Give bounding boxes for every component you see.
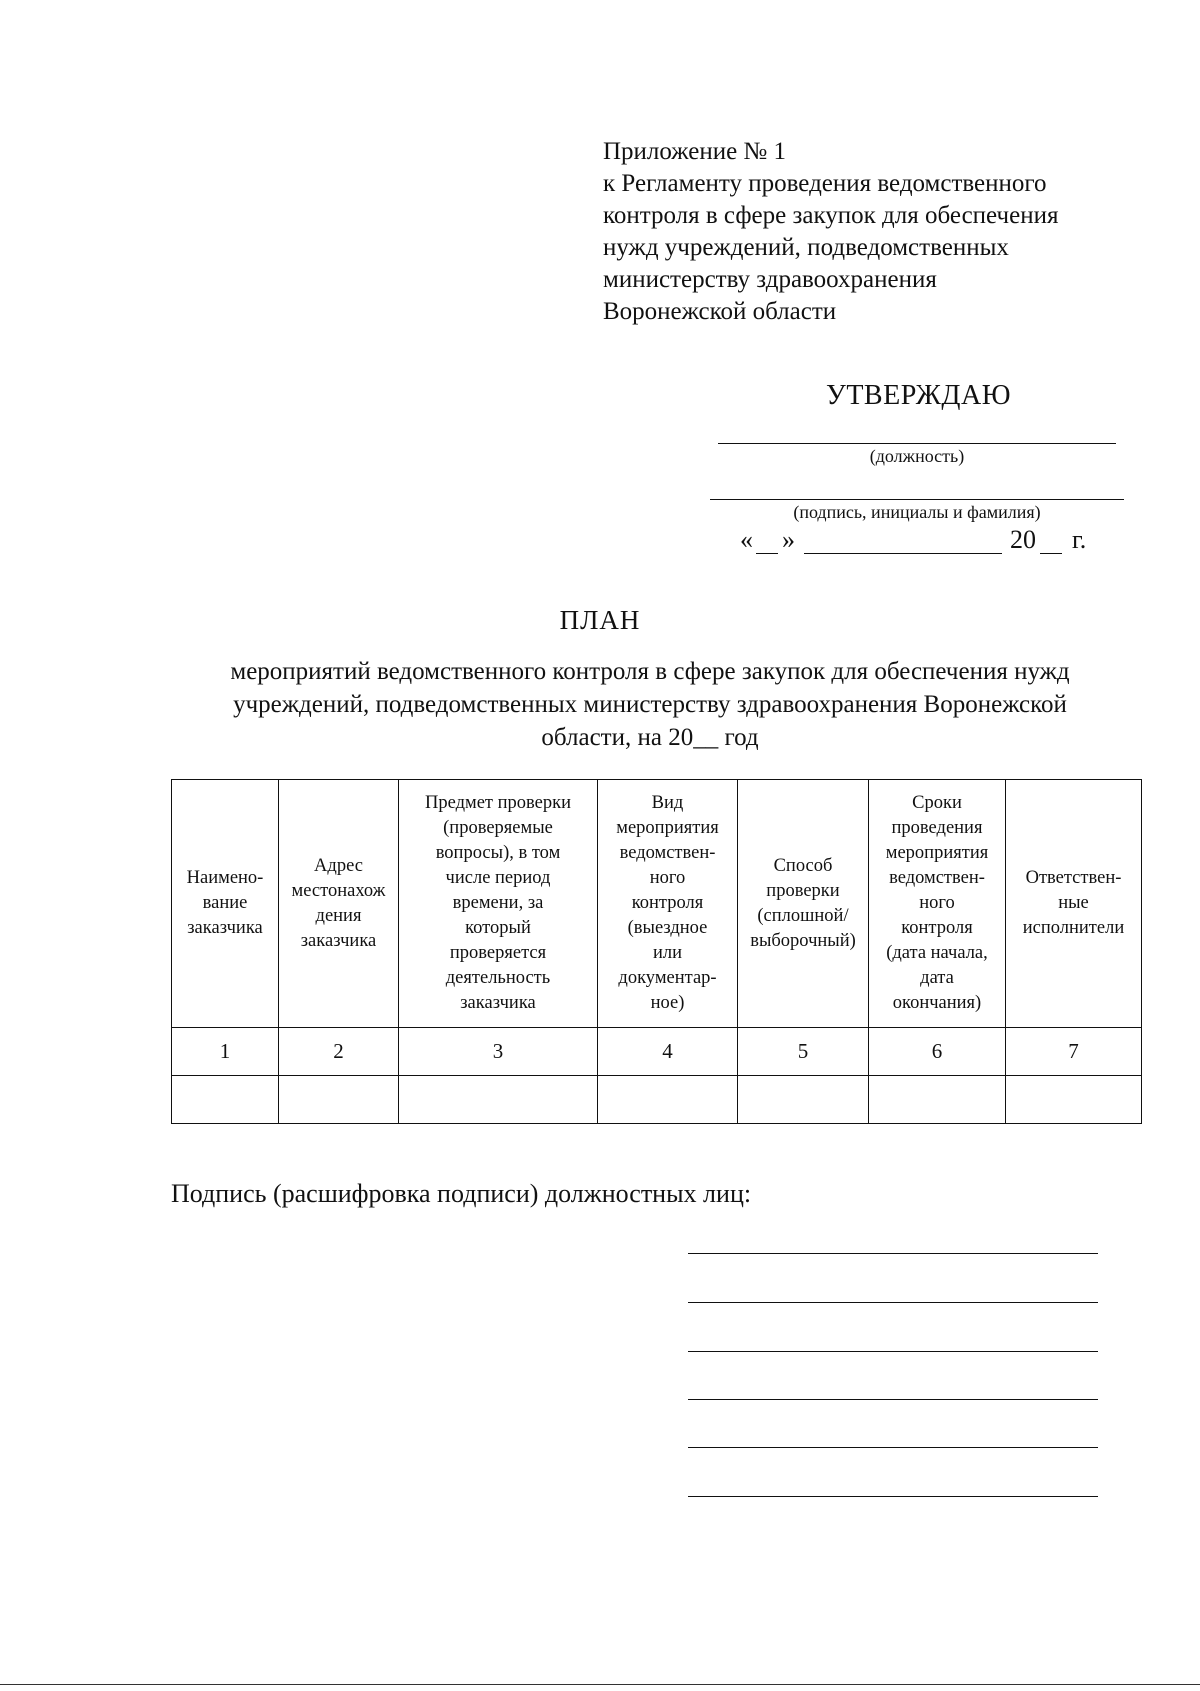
table-header-row (172, 780, 1142, 1028)
plan-table (171, 779, 1142, 1124)
date-open-quote: « (740, 525, 753, 554)
table-cell-empty[interactable] (279, 1076, 399, 1124)
signature-line[interactable] (688, 1447, 1098, 1448)
year-blank[interactable] (1040, 553, 1062, 554)
year-prefix: 20 (1010, 525, 1036, 554)
header-customer-name: Наимено- вание заказчика (172, 780, 279, 1028)
header-customer-address: Адрес местонахож дения заказчика (279, 780, 399, 1028)
column-number: 4 (598, 1028, 738, 1076)
table-cell-empty[interactable] (1006, 1076, 1142, 1124)
header-control-dates: Сроки проведения мероприятия ведомствен- ного контроля (дата начала, дата окончания) (869, 780, 1006, 1028)
plan-title: ПЛАН (559, 605, 641, 635)
column-number: 6 (869, 1028, 1006, 1076)
table-cell-empty[interactable] (598, 1076, 738, 1124)
signatures-label: Подпись (расшифровка подписи) должностных лиц: (171, 1179, 752, 1208)
header-control-type: Вид мероприятия ведомствен- ного контроля (выездное или документар- ное) (598, 780, 738, 1028)
column-number: 3 (399, 1028, 598, 1076)
header-responsible: Ответствен- ные исполнители (1006, 780, 1142, 1028)
plan-subtitle-line: области, на 20__ год (541, 724, 759, 751)
appendix-header (603, 136, 1163, 328)
day-blank[interactable] (756, 553, 778, 554)
signature-line[interactable] (688, 1399, 1098, 1400)
table-number-row (172, 1028, 1142, 1076)
month-blank[interactable] (804, 553, 1002, 554)
appendix-line: контроля в сфере закупок для обеспечения (603, 202, 1059, 229)
position-caption: (должность) (869, 446, 965, 466)
header-inspection-method: Способ проверки (сплошной/ выборочный) (738, 780, 869, 1028)
signature-line[interactable] (688, 1496, 1098, 1497)
signature-name-line[interactable] (710, 499, 1124, 500)
date-close-quote: » (782, 525, 795, 554)
appendix-line: к Регламенту проведения ведомственного (603, 170, 1047, 197)
scan-bottom-edge (0, 1684, 1200, 1685)
approval-date (740, 525, 1100, 559)
position-line[interactable] (718, 443, 1116, 444)
appendix-line: Воронежской области (603, 298, 837, 325)
plan-subtitle (160, 655, 1140, 754)
appendix-line: нужд учреждений, подведомственных (603, 234, 1009, 261)
table-cell-empty[interactable] (172, 1076, 279, 1124)
table-row (172, 1076, 1142, 1124)
appendix-line: Приложение № 1 (603, 138, 787, 165)
column-number: 7 (1006, 1028, 1142, 1076)
column-number: 2 (279, 1028, 399, 1076)
header-inspection-subject: Предмет проверки (проверяемые вопросы), в том числе период времени, за который проверяется деятельность заказчика (399, 780, 598, 1028)
signature-name-caption: (подпись, инициалы и фамилия) (793, 502, 1041, 522)
plan-subtitle-line: мероприятий ведомственного контроля в сфере закупок для обеспечения нужд (230, 658, 1070, 685)
column-number: 1 (172, 1028, 279, 1076)
signature-line[interactable] (688, 1253, 1098, 1254)
plan-subtitle-line: учреждений, подведомственных министерству здравоохранения Воронежской (233, 691, 1067, 718)
column-number: 5 (738, 1028, 869, 1076)
table-cell-empty[interactable] (399, 1076, 598, 1124)
table-cell-empty[interactable] (869, 1076, 1006, 1124)
signature-line[interactable] (688, 1302, 1098, 1303)
table-cell-empty[interactable] (738, 1076, 869, 1124)
signature-line[interactable] (688, 1351, 1098, 1352)
appendix-line: министерству здравоохранения (603, 266, 937, 293)
year-suffix: г. (1072, 525, 1087, 554)
approval-title: УТВЕРЖДАЮ (826, 380, 1011, 411)
